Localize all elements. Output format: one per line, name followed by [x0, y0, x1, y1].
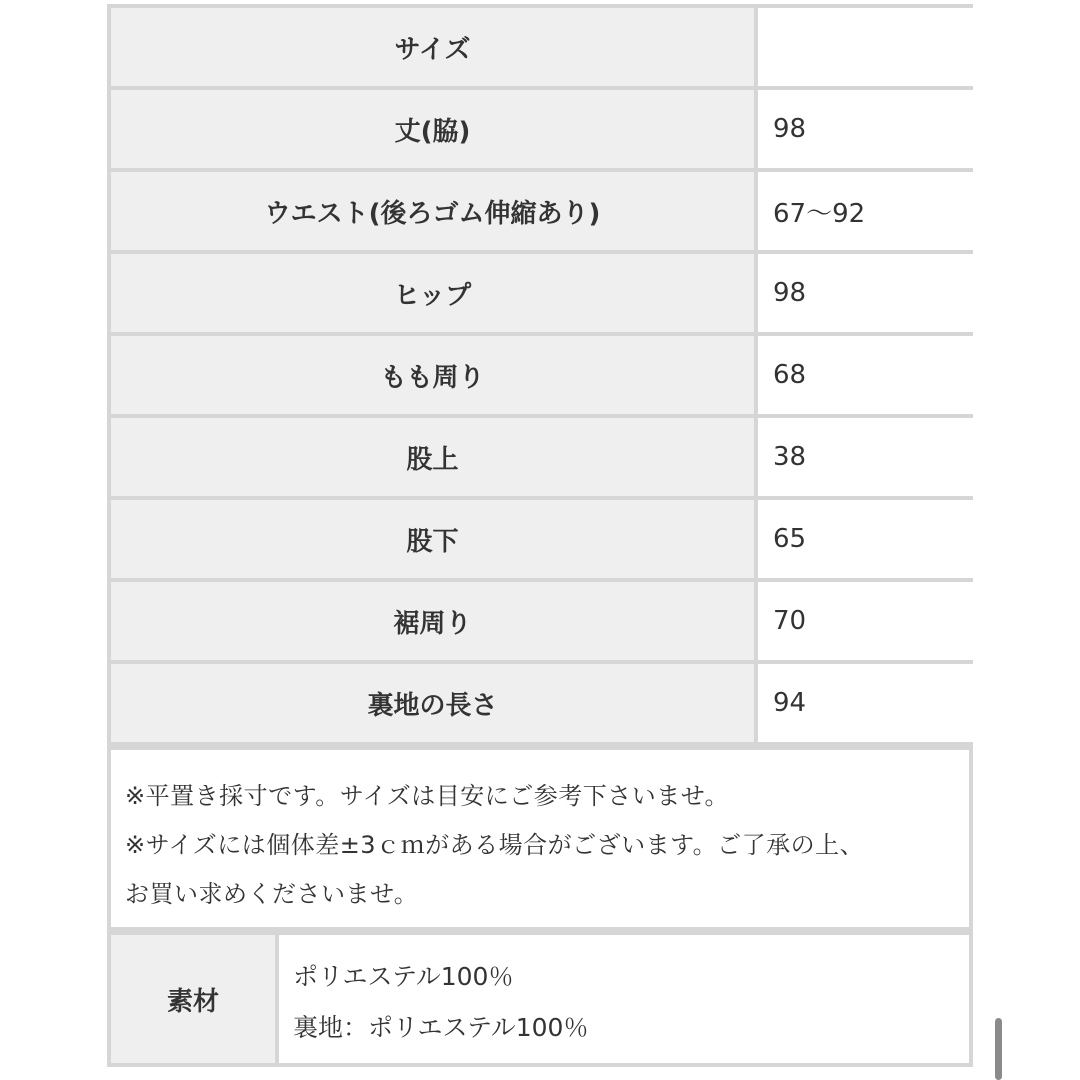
- material-value: [279, 935, 969, 1063]
- size-table: [111, 8, 969, 742]
- hem-label: 裾周り: [111, 582, 754, 660]
- note-line-2: ※サイズには個体差±3ｃｍがある場合がございます。ご了承の上、: [125, 831, 865, 859]
- hip-value: 98: [758, 254, 973, 332]
- rise-label: 股上: [111, 418, 754, 496]
- size-header-value: [758, 8, 973, 86]
- waist-label: ウエスト(後ろゴム伸縮あり): [111, 172, 754, 250]
- length-label: 丈(脇): [111, 90, 754, 168]
- material-line-2: 裏地：ポリエステル100％: [293, 1013, 589, 1042]
- note-line-1: ※平置き採寸です。サイズは目安にご参考下さいませ。: [125, 782, 730, 810]
- lining-length-value: 94: [758, 664, 973, 742]
- inseam-label: 股下: [111, 500, 754, 578]
- note-line-3: お買い求めくださいませ。: [125, 880, 419, 908]
- material-table: [111, 935, 969, 1063]
- measurement-notes: [111, 750, 969, 927]
- hip-label: ヒップ: [111, 254, 754, 332]
- size-header-label: サイズ: [111, 8, 754, 86]
- hem-value: 70: [758, 582, 973, 660]
- thigh-value: 68: [758, 336, 973, 414]
- product-spec-frame: [107, 4, 973, 1067]
- material-line-1: ポリエステル100％: [293, 962, 514, 991]
- lining-length-label: 裏地の長さ: [111, 664, 754, 742]
- material-label: 素材: [111, 935, 275, 1063]
- length-value: 98: [758, 90, 973, 168]
- waist-value: 67〜92: [758, 172, 973, 250]
- scrollbar-thumb[interactable]: [995, 1018, 1002, 1080]
- thigh-label: もも周り: [111, 336, 754, 414]
- inseam-value: 65: [758, 500, 973, 578]
- rise-value: 38: [758, 418, 973, 496]
